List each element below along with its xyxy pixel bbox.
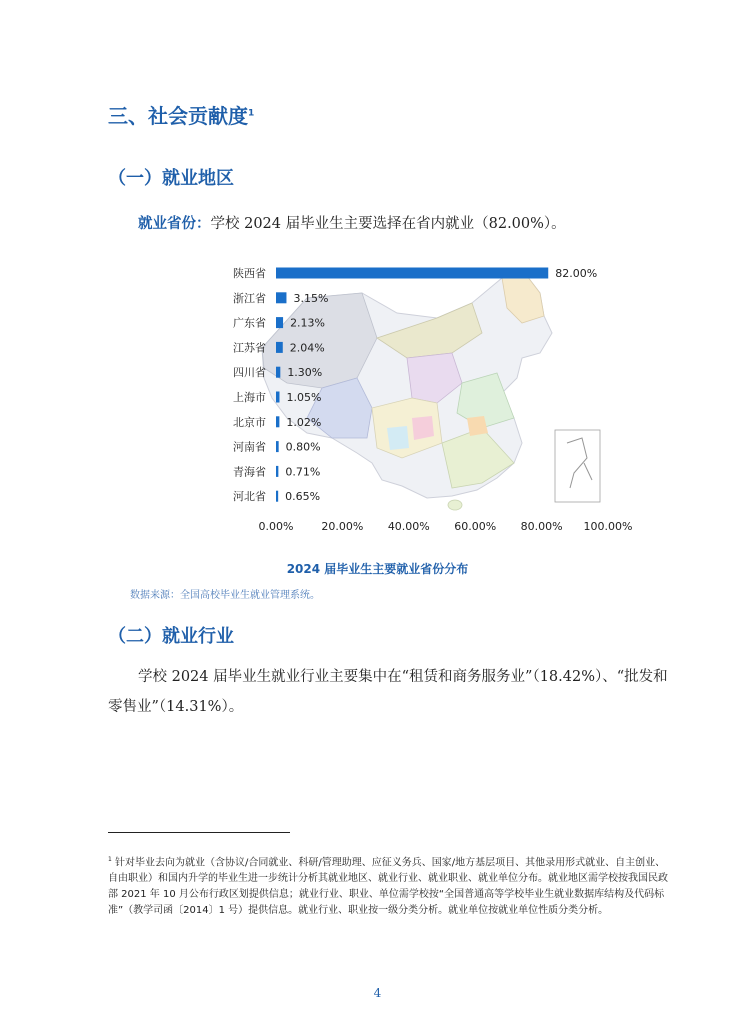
- chart-bar: [276, 491, 278, 502]
- province-label: 就业省份：: [138, 216, 211, 232]
- chart-category-label: 上海市: [233, 391, 266, 404]
- chart-x-tick-label: 20.00%: [321, 520, 364, 533]
- chart-value-label: 0.80%: [285, 440, 321, 454]
- chart-value-label: 3.15%: [293, 291, 329, 305]
- footnote: [108, 852, 668, 919]
- chart-bar: [276, 466, 278, 477]
- chart-x-tick-label: 100.00%: [583, 520, 633, 533]
- chart-category-label: 广东省: [233, 316, 266, 330]
- footnote-divider: [108, 832, 290, 833]
- chart-category-label: 陕西省: [233, 267, 266, 280]
- chart-value-label: 1.02%: [286, 415, 322, 429]
- chart-category-label: 北京市: [233, 415, 266, 429]
- province-bar-chart: [222, 258, 642, 538]
- chart-bar: [276, 317, 283, 328]
- chart-caption: 2024 届毕业生主要就业省份分布: [286, 562, 469, 576]
- chart-category-label: 江苏省: [233, 341, 266, 355]
- chart-value-label: 0.71%: [285, 465, 321, 479]
- chart-category-label: 河南省: [233, 440, 266, 454]
- chart-category-label: 四川省: [233, 366, 266, 380]
- footnote-mark: 1: [108, 856, 112, 863]
- footnote-ref[interactable]: 1: [248, 108, 255, 119]
- chart-bar: [276, 392, 279, 403]
- province-text: 学校 2024 届毕业生主要选择在省内就业（82.00%）。: [210, 216, 566, 232]
- chart-category-label: 河北省: [233, 490, 266, 504]
- chart-x-tick-label: 0.00%: [258, 520, 294, 533]
- province-paragraph: [138, 212, 566, 233]
- chart-category-label: 青海省: [233, 465, 266, 479]
- chart-x-tick-label: 40.00%: [387, 520, 430, 533]
- section-title: 三、社会贡献度$^1$: [108, 104, 255, 128]
- footnote-text: 针对毕业去向为就业（含协议/合同就业、科研/管理助理、应征义务兵、国家/地方基层项目、其他录用形式就业、自主创业、自由职业）和国内升学的毕业生进一步统计分析其就业地区、就业行业、就业职业、就业单位分布。就业地区需学校按我国民政部 2021 年 10 月公布行政区划提供信息；就业行业、职业、单位需学校按“全国普通高等学校毕业生就业数据库结构及代码标准”（教学司函〔2014〕1 号）提供信息。就业行业、职业按一级分类分析。就业单位按就业单位性质分类分析。: [108, 857, 668, 917]
- chart-value-label: 1.30%: [287, 366, 323, 380]
- chart-x-tick-label: 60.00%: [454, 520, 497, 533]
- chart-value-label: 2.13%: [290, 316, 326, 330]
- industry-paragraph: 学校 2024 届毕业生就业行业主要集中在“租赁和商务服务业”（18.42%）、“批发和零售业”（14.31%）。: [108, 669, 668, 715]
- chart-bar: [276, 367, 280, 378]
- chart-bar: [276, 292, 286, 303]
- chart-bar: [276, 441, 279, 452]
- chart-value-label: 2.04%: [289, 341, 325, 355]
- chart-x-axis: [259, 520, 633, 533]
- subsection-title-region: （一）就业地区: [108, 168, 234, 189]
- data-source: 数据来源：全国高校毕业生就业管理系统。: [130, 590, 320, 601]
- chart-value-label: 82.00%: [555, 267, 598, 280]
- chart-x-tick-label: 80.00%: [520, 520, 563, 533]
- chart-bar: [276, 416, 279, 427]
- chart-bar: [276, 342, 283, 353]
- subsection-title-industry: （二）就业行业: [108, 626, 234, 647]
- page-number: 4: [373, 986, 382, 1000]
- chart-bar: [276, 268, 548, 279]
- chart-category-label: 浙江省: [233, 291, 266, 305]
- chart-value-label: 0.65%: [285, 490, 321, 504]
- chart-value-label: 1.05%: [286, 391, 322, 404]
